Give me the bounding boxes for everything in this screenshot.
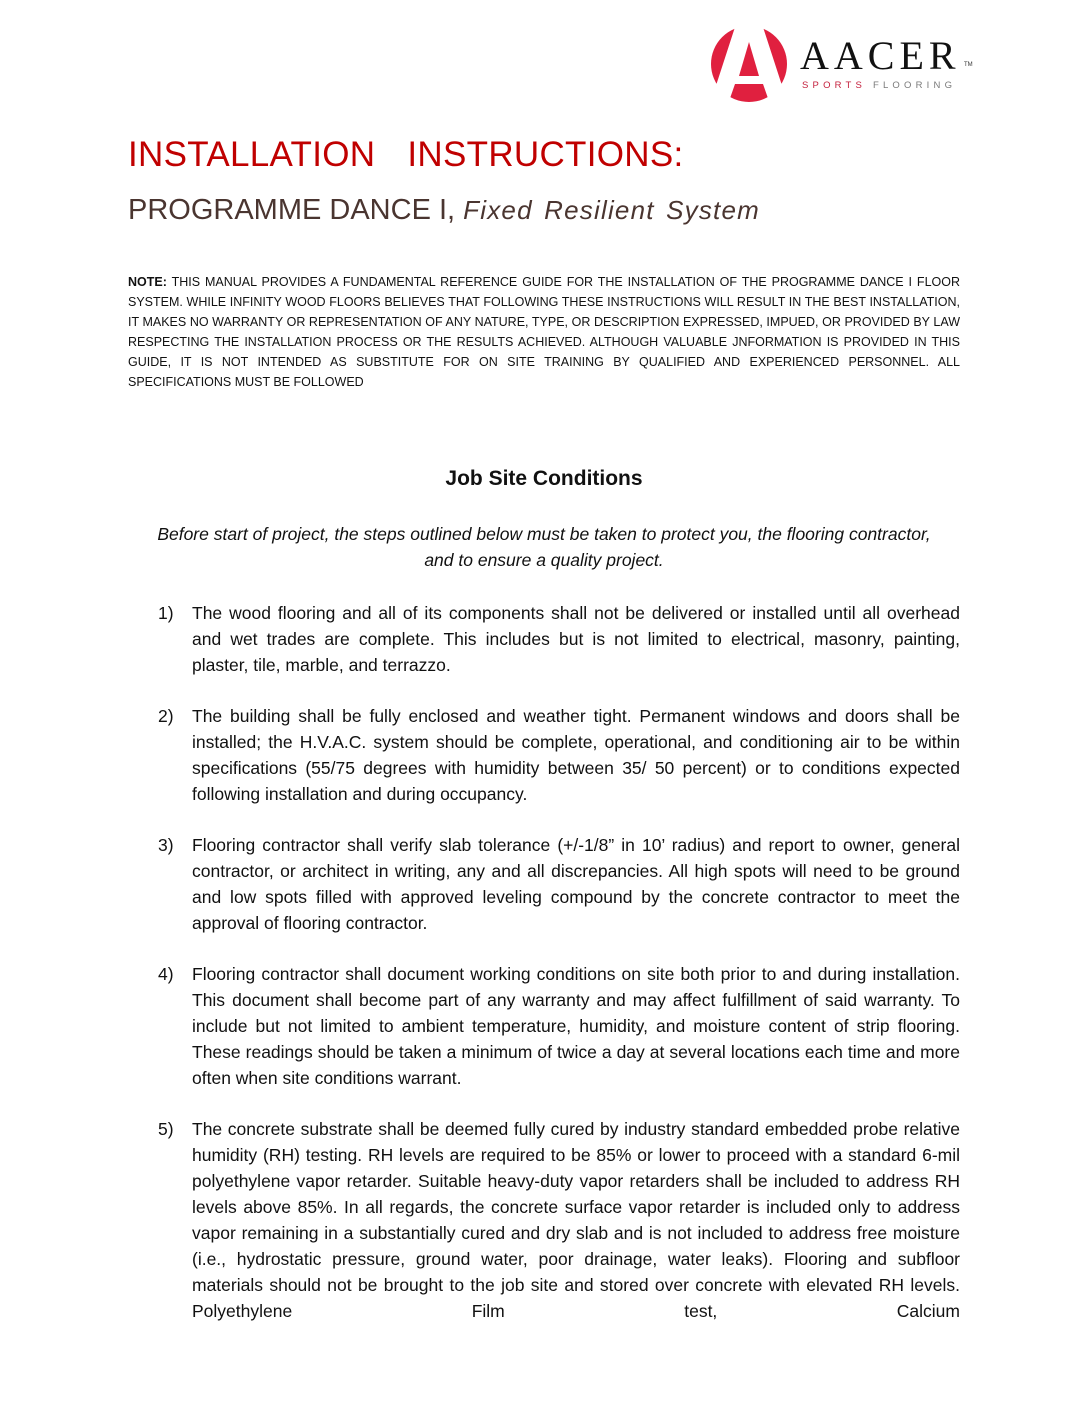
list-item [158,961,960,1091]
note-text: THIS MANUAL PROVIDES A FUNDAMENTAL REFERENCE GUIDE FOR THE INSTALLATION OF THE PROGRAMME DANCE I FLOOR SYSTEM. WHILE INFINITY WOOD FLOORS BELIEVES THAT FOLLOWING THESE INSTRUCTIONS WILL RESULT IN THE BEST INSTALLATION, IT MAKES NO WARRANTY OR REPRESENTATION OF ANY NATURE, TYPE, OR DESCRIPTION EXPRESSED, IMPUED, OR PROVIDED BY LAW RESPECTING THE INSTALLATION PROCESS OR THE RESULTS ACHIEVED. ALTHOUGH VALUABLE JNFORMATION IS PROVIDED IN THIS GUIDE, IT IS NOT INTENDED AS SUBSTITUTE FOR ON SITE TRAINING BY QUALIFIED AND EXPERIENCED PERSONNEL. ALL SPECIFICATIONS MUST BE FOLLOWED [128,275,960,389]
list-item-text: Flooring contractor shall document working conditions on site both prior to and during installation. This document shall become part of any warranty and may affect fulfillment of said warranty. To include but not limited to ambient temperature, humidity, and moisture content of strip flooring. These readings should be taken a minimum of twice a day at several locations each time and more often when site conditions warrant. [192,964,960,1088]
logo-tagline [802,80,956,92]
list-item [158,832,960,936]
list-item [158,600,960,678]
list-item-number: 2) [158,706,174,726]
logo-trademark: TM [964,62,973,68]
list-item-number: 3) [158,835,174,855]
logo-tagline-sports: SPORTS [802,80,867,91]
subtitle-italic: Fixed Resilient System [463,195,760,225]
aacer-logo [708,24,978,104]
aacer-a-logo-icon [708,24,792,104]
section-intro: Before start of project, the steps outlined below must be taken to protect you, the flooring contractor, and to ensure a quality project. [157,524,931,570]
list-item-number: 4) [158,964,174,984]
page-title: INSTALLATION INSTRUCTIONS: [128,135,684,174]
logo-tagline-flooring: FLOORING [872,80,957,91]
list-item-text: The building shall be fully enclosed and weather tight. Permanent windows and doors shall be installed; the H.V.A.C. system should be complete, operational, and conditioning air to be within specifications (55/75 degrees with humidity between 35/ 50 percent) or to conditions expected following installation and during occupancy. [192,706,960,804]
list-item-number: 5) [158,1119,174,1139]
list-item [158,703,960,807]
logo-brand-name: AACER [800,33,961,78]
list-item-text: Flooring contractor shall verify slab tolerance (+/-1/8” in 10’ radius) and report to owner, general contractor, or architect in writing, any and all discrepancies. All high spots will need to be ground and low spots filled with approved leveling compound by the concrete contractor to meet the approval of flooring contractor. [192,835,960,933]
list-item [158,1116,960,1324]
page-subtitle [128,190,760,230]
subtitle-main: PROGRAMME DANCE I, [128,194,464,226]
note-label: NOTE: [128,275,167,289]
list-item-text: The concrete substrate shall be deemed fully cured by industry standard embedded probe relative humidity (RH) testing. RH levels are required to be 85% or lower to proceed with a standard 6-mil polyethylene vapor retarder. Suitable heavy-duty vapor retarders shall be included to address RH levels above 85%. In all regards, the concrete surface vapor retarder is included only to address vapor remaining in a substantially cured and dry slab and is not included to address free moisture (i.e., hydrostatic pressure, ground water, poor drainage, water leaks). Flooring and subfloor materials should not be brought to the job site and stored over concrete with elevated RH levels. Polyethylene Film test, Calcium [192,1119,960,1321]
section-heading: Job Site Conditions [445,467,643,490]
list-item-number: 1) [158,603,174,623]
disclaimer-note [128,273,960,392]
list-item-text: The wood flooring and all of its components shall not be delivered or installed until all overhead and wet trades are complete. This includes but is not limited to electrical, masonry, painting, plaster, tile, marble, and terrazzo. [192,603,960,675]
conditions-list [158,600,960,1324]
